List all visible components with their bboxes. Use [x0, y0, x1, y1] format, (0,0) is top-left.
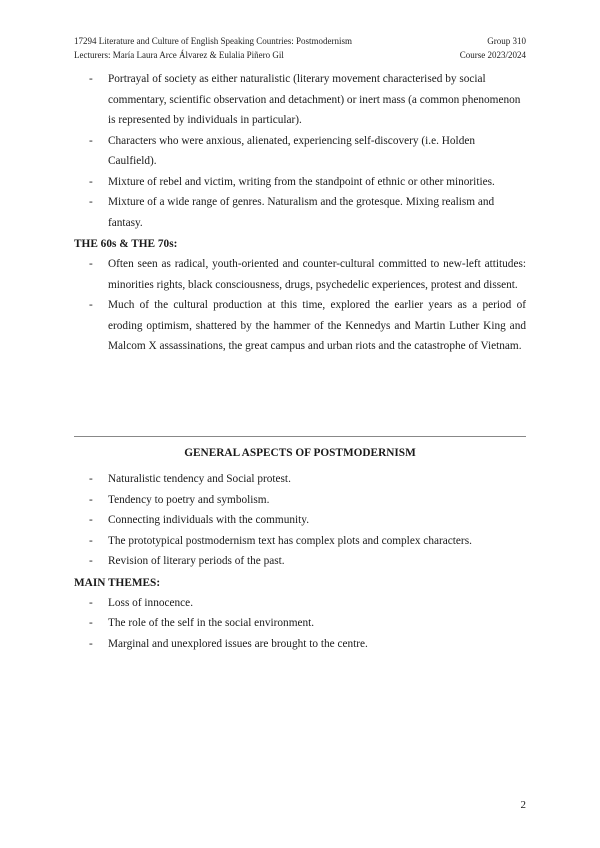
list-item-text: Mixture of rebel and victim, writing from the standpoint of ethnic or other minorities. [108, 175, 495, 188]
list-60s-70s [74, 254, 526, 357]
list-item [74, 254, 526, 295]
bullet-dash: - [89, 493, 93, 506]
list-item [74, 469, 526, 490]
bullet-dash: - [89, 617, 93, 629]
list-item-text: Loss of innocence. [108, 596, 194, 609]
list-item-text: Revision of literary periods of the past. [108, 555, 285, 567]
bullet-dash: - [89, 196, 93, 208]
list-item-text: Much of the cultural production at this time, explored the earlier years as a period of eroding optimism, shattered by the hammer of the Kennedys and Martin Luther King and Malcom X assassinations, the great campus and urban riots and the catastrophe of Vietnam. [108, 299, 526, 352]
list-general-aspects [74, 469, 526, 572]
bullet-dash: - [89, 514, 93, 526]
bullet-dash: - [89, 175, 93, 188]
list-item [74, 192, 526, 233]
list-item [74, 490, 526, 511]
list-item [74, 613, 526, 634]
bullet-dash: - [89, 258, 93, 270]
heading-main-themes: MAIN THEMES: [74, 576, 161, 589]
list-item-text: Tendency to poetry and symbolism. [108, 493, 270, 506]
page-number: 2 [520, 799, 526, 811]
list-item [74, 172, 526, 193]
list-item-text: The prototypical postmodernism text has complex plots and complex characters. [108, 534, 472, 547]
header-course-year: Course 2023/2024 [459, 50, 526, 60]
list-item [74, 634, 526, 655]
body-content-top [74, 69, 526, 357]
list-item [74, 593, 526, 614]
bullet-dash: - [89, 473, 93, 485]
bullet-dash: - [89, 134, 93, 147]
page-header-line-2 [74, 50, 526, 61]
list-item [74, 69, 526, 131]
list-item-text: Mixture of a wide range of genres. Naturalism and the grotesque. Mixing realism and fantasy. [108, 196, 495, 229]
list-item-text: Portrayal of society as either naturalistic (literary movement characterised by social commentary, scientific observation and detachment) or inert mass (a common phenomenon is represented by individuals in particular). [108, 73, 521, 126]
bullet-dash: - [89, 596, 93, 609]
list-item [74, 510, 526, 531]
list-item [74, 551, 526, 572]
bullet-dash: - [89, 299, 93, 311]
list-item-text: Characters who were anxious, alienated, experiencing self-discovery (i.e. Holden Caulfield). [108, 134, 476, 167]
bullet-dash: - [89, 73, 93, 85]
list-item-text: Marginal and unexplored issues are brought to the centre. [108, 637, 368, 650]
page-header-line-1 [74, 36, 526, 47]
section-title: GENERAL ASPECTS OF POSTMODERNISM [184, 447, 416, 459]
bullet-dash: - [89, 637, 93, 650]
list-characteristics [74, 69, 526, 233]
list-item [74, 531, 526, 552]
list-item [74, 295, 526, 357]
heading-60s-70s: THE 60s & THE 70s: [74, 238, 178, 250]
list-item-text: Naturalistic tendency and Social protest. [108, 473, 291, 485]
bullet-dash: - [89, 555, 93, 567]
header-course-title: 17294 Literature and Culture of English Speaking Countries: Postmodernism [74, 36, 352, 46]
header-group: Group 310 [487, 36, 526, 46]
body-content-bottom [74, 469, 526, 654]
header-lecturers: Lecturers: María Laura Arce Álvarez & Eulalia Piñero Gil [74, 50, 284, 60]
bullet-dash: - [89, 534, 93, 547]
list-item-text: Connecting individuals with the community. [108, 514, 310, 526]
list-item-text: Often seen as radical, youth-oriented and counter-cultural committed to new-left attitudes: minorities rights, black consciousness, drugs, psychedelic experiences, protest and dissent. [108, 258, 526, 291]
list-main-themes [74, 593, 526, 655]
list-item-text: The role of the self in the social environment. [108, 617, 315, 629]
horizontal-divider [74, 436, 526, 437]
list-item [74, 131, 526, 172]
